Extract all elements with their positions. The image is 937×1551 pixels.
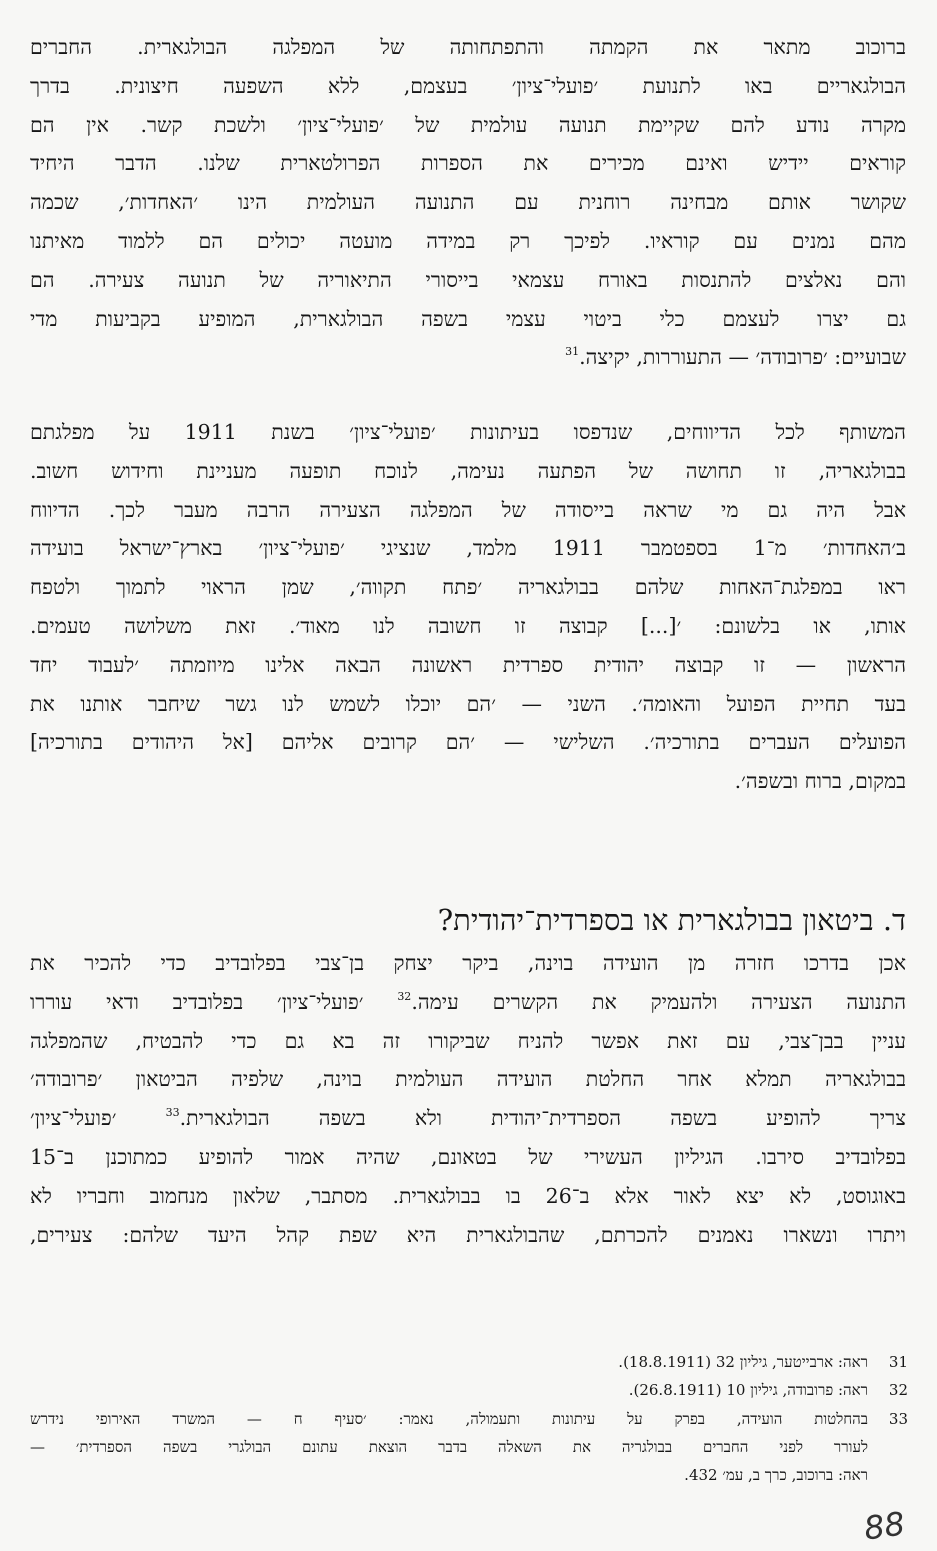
text-line — [30, 338, 906, 377]
text-line: הראשון — זו קבוצה יהודית ספרדית ראשונה הבאה אלינו מיוזמתה ׳לעבוד יחד — [30, 652, 906, 677]
footnote-number: 32 — [888, 1381, 908, 1400]
paragraph-2 — [30, 413, 906, 801]
footnote-number: 31 — [888, 1353, 908, 1371]
text-line: ברוכוב מתאר את הקמתה והתפתחותה של המפלגה הבולגארית. החברים — [30, 35, 906, 59]
text-line: קוראים יידיש ואינם מכירים את הספרות הפרולטארית שלנו. הדבר היחיד — [30, 151, 906, 176]
text-line: מקרה נודע להם שקיימת תנועה עולמית של ׳פועלי־ציון׳ ולשכת קשר. אין הם — [30, 112, 906, 137]
line-text: שבועיים: ׳פרובודה׳ — התעוררות, יקיצה. — [579, 345, 906, 370]
text-line: והם נאלצים להתנסות באורח עצמאי בייסורי התיאוריה של תנועה צעירה. הם — [30, 267, 906, 292]
line-text: ׳פועלי־ציון׳ — [30, 1106, 166, 1131]
text-line: באוגוסט, לא יצא לאור אלא ב־26 בו בבולגארית. מסתבר, שלאון מנחמוב וחבריו לא — [30, 1183, 906, 1208]
text-line: בפלובדיב סירבו. הגיליון העשירי של בטאונם, שהיה אמור להופיע כמתוכנן ב־15 — [30, 1144, 906, 1169]
paragraph-3 — [30, 944, 906, 1254]
text-line: בבולגאריה, זו תחושה של הפתעה נעימה, לנוכח תופעה מעניינת וחידוש חשוב. — [30, 458, 906, 483]
text-line — [30, 983, 906, 1022]
paragraph-1 — [30, 28, 906, 377]
footnote-ref-31[interactable]: 31 — [565, 345, 580, 359]
text-line: אותו, או בלשונם: ׳[...] קבוצה זו חשובה לנו מאוד׳. זאת משלושה טעמים. — [30, 613, 906, 638]
page-number: 88 — [861, 1504, 908, 1548]
line-text: צריך להופיע בשפה הספרדית־יהודית ולא בשפה הבולגארית. — [179, 1106, 906, 1131]
footnote-body — [30, 1348, 868, 1376]
text-line: אכן בדרכו חזרה מן הועידה בוינה, ביקר יצחק בן־צבי בפלובדיב כדי להכיר את — [30, 951, 906, 975]
footnote-ref-33[interactable]: 33 — [165, 1106, 180, 1120]
text-line: שקושר אותם מבחינה רוחנית עם התנועה העולמית הינו ׳האחדות׳, שכמה — [30, 190, 906, 215]
text-line: הבולגאריים באו לתנועת ׳פועלי־ציון׳ בעצמם, ללא השפעה חיצונית. בדרך — [30, 73, 906, 98]
text-line: בבולגאריה תמלא אחר החלטת הועידה העולמית בוינה, שלפיה הביטאון ׳פרובודה׳ — [30, 1067, 906, 1092]
footnote-line: לעורר לפני החברים בבולגריה את השאלה בדבר הוצאת עתונם הבולגרי בשפה הספרדית׳ — — [30, 1437, 868, 1456]
line-text: התנועה הצעירה ולהעמיק את הקשרים עימה. — [411, 989, 906, 1014]
footnote-body — [30, 1376, 868, 1404]
footnote-line: ראה: פרובודה, גיליון 10 (26.8.1911). — [628, 1381, 868, 1400]
section-heading: ד. ביטאון בבולגארית או בספרדית־יהודית? — [437, 903, 906, 938]
footnote-33 — [30, 1405, 908, 1490]
text-line: בעד תחיית הפועל והאומה׳. השני — ׳הם יוכלו לשמש לנו גשר שיחבר אותנו את — [30, 691, 906, 716]
footnote-body — [30, 1405, 868, 1490]
footnote-line: בהחלטות הועידה, בפרק על עיתונות ותעמולה, נאמר: ׳סעיף ח — המשרד האירופי נידרש — [30, 1409, 868, 1428]
text-line: מהם נמנים עם קוראיו. לפיכך רק במידה מועטה יכולים הם ללמוד מאיתנו — [30, 228, 906, 253]
text-line — [30, 1099, 906, 1138]
footnote-number: 33 — [888, 1409, 908, 1428]
text-line: גם יצרו לעצמם כלי ביטוי עצמי בשפה הבולגארית, המופיע בקביעות מדי — [30, 306, 906, 331]
footnote-line: ראה: ארבייטער, גיליון 32 (18.8.1911). — [618, 1353, 868, 1371]
text-line: ב׳האחדות׳ מ־1 בספטמבר 1911 מלמד, שנציגי ׳פועלי־ציון׳ בארץ־ישראל בועידה — [30, 536, 906, 561]
footnote-ref-32[interactable]: 32 — [397, 989, 412, 1003]
footnotes — [30, 1348, 908, 1489]
footnote-line: ראה: ברוכוב, כרך ב, עמ׳ 432. — [684, 1466, 868, 1485]
text-line: אבל היה גם מי שראה בייסודה של המפלגה הצעירה הרבה מעבר לכך. הדיווח — [30, 497, 906, 522]
footnote-31 — [30, 1348, 908, 1376]
text-line: ויתרו ונשארו נאמנים להכרתם, שהבולגארית היא שפת קהל היעד שלהם: צעירים, — [30, 1222, 906, 1247]
line-text: ׳פועלי־ציון׳ בפלובדיב ודאי עוררו — [30, 989, 398, 1014]
text-line: ראו במפלגת־האחות שלהם בבולגאריה ׳פתח תקווה׳, שמן הראוי לתמוך ולטפח — [30, 575, 906, 600]
text-line: הפועלים העברים בתורכיה׳. השלישי — ׳הם קרובים אליהם [אל היהודים בתורכיה] — [30, 730, 906, 755]
text-line: עניין בבן־צבי, עם זאת אפשר להניח שביקורו זה בא גם כדי להבטיח, שהמפלגה — [30, 1028, 906, 1053]
text-line: במקום, ברוח ובשפה׳. — [734, 769, 906, 794]
footnote-32 — [30, 1376, 908, 1404]
text-line: המשותף לכל הדיווחים, שנדפסו בעיתונות ׳פועלי־ציון׳ בשנת 1911 על מפלגתם — [30, 420, 906, 444]
